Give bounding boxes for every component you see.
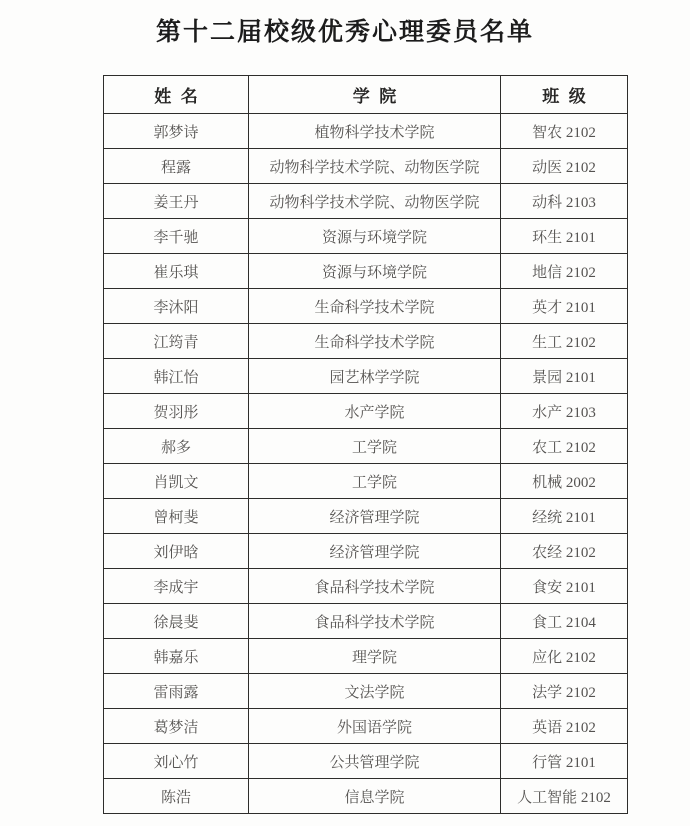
college-cell: 经济管理学院 (249, 534, 501, 569)
college-cell: 工学院 (249, 464, 501, 499)
class-cell: 机械 2002 (501, 464, 628, 499)
college-cell: 公共管理学院 (249, 744, 501, 779)
name-cell: 曾柯斐 (104, 499, 249, 534)
table-row (104, 604, 628, 639)
table-row (104, 779, 628, 814)
class-cell: 经统 2101 (501, 499, 628, 534)
table-row (104, 289, 628, 324)
name-cell: 李千驰 (104, 219, 249, 254)
name-cell: 李沐阳 (104, 289, 249, 324)
college-cell: 植物科学技术学院 (249, 114, 501, 149)
name-cell: 刘伊晗 (104, 534, 249, 569)
table-row (104, 534, 628, 569)
class-cell: 生工 2102 (501, 324, 628, 359)
class-cell: 食安 2101 (501, 569, 628, 604)
class-cell: 智农 2102 (501, 114, 628, 149)
college-cell: 信息学院 (249, 779, 501, 814)
college-cell: 食品科学技术学院 (249, 569, 501, 604)
name-cell: 李成宇 (104, 569, 249, 604)
class-cell: 水产 2103 (501, 394, 628, 429)
class-cell: 食工 2104 (501, 604, 628, 639)
document-title: 第十二届校级优秀心理委员名单 (155, 18, 534, 46)
table-row (104, 114, 628, 149)
name-cell: 韩江怡 (104, 359, 249, 394)
roster-table (103, 75, 628, 814)
college-cell: 生命科学技术学院 (249, 324, 501, 359)
table-row (104, 464, 628, 499)
class-cell: 环生 2101 (501, 219, 628, 254)
name-cell: 姜王丹 (104, 184, 249, 219)
name-cell: 江筠青 (104, 324, 249, 359)
class-cell: 英语 2102 (501, 709, 628, 744)
college-cell: 工学院 (249, 429, 501, 464)
name-cell: 韩嘉乐 (104, 639, 249, 674)
table-row (104, 149, 628, 184)
college-cell: 外国语学院 (249, 709, 501, 744)
header-class: 班 级 (501, 76, 628, 114)
college-cell: 水产学院 (249, 394, 501, 429)
college-cell: 文法学院 (249, 674, 501, 709)
name-cell: 徐晨斐 (104, 604, 249, 639)
table-row (104, 744, 628, 779)
class-cell: 动医 2102 (501, 149, 628, 184)
header-college: 学 院 (249, 76, 501, 114)
table-row (104, 184, 628, 219)
name-cell: 雷雨露 (104, 674, 249, 709)
table-row (104, 359, 628, 394)
class-cell: 法学 2102 (501, 674, 628, 709)
college-cell: 资源与环境学院 (249, 219, 501, 254)
name-cell: 郭梦诗 (104, 114, 249, 149)
table-row (104, 674, 628, 709)
college-cell: 食品科学技术学院 (249, 604, 501, 639)
college-cell: 资源与环境学院 (249, 254, 501, 289)
class-cell: 农工 2102 (501, 429, 628, 464)
table-row (104, 709, 628, 744)
table-row (104, 394, 628, 429)
name-cell: 刘心竹 (104, 744, 249, 779)
table-row (104, 639, 628, 674)
name-cell: 肖凯文 (104, 464, 249, 499)
name-cell: 崔乐琪 (104, 254, 249, 289)
class-cell: 地信 2102 (501, 254, 628, 289)
table-header-row (104, 76, 628, 114)
class-cell: 应化 2102 (501, 639, 628, 674)
header-name: 姓 名 (104, 76, 249, 114)
table-row (104, 429, 628, 464)
table-row (104, 219, 628, 254)
table-row (104, 254, 628, 289)
table-row (104, 499, 628, 534)
class-cell: 景园 2101 (501, 359, 628, 394)
college-cell: 生命科学技术学院 (249, 289, 501, 324)
college-cell: 动物科学技术学院、动物医学院 (249, 184, 501, 219)
class-cell: 行管 2101 (501, 744, 628, 779)
college-cell: 动物科学技术学院、动物医学院 (249, 149, 501, 184)
college-cell: 理学院 (249, 639, 501, 674)
table-row (104, 569, 628, 604)
college-cell: 经济管理学院 (249, 499, 501, 534)
table-row (104, 324, 628, 359)
name-cell: 葛梦洁 (104, 709, 249, 744)
name-cell: 贺羽彤 (104, 394, 249, 429)
college-cell: 园艺林学学院 (249, 359, 501, 394)
class-cell: 动科 2103 (501, 184, 628, 219)
class-cell: 人工智能 2102 (501, 779, 628, 814)
name-cell: 陈浩 (104, 779, 249, 814)
name-cell: 程露 (104, 149, 249, 184)
name-cell: 郝多 (104, 429, 249, 464)
class-cell: 英才 2101 (501, 289, 628, 324)
class-cell: 农经 2102 (501, 534, 628, 569)
